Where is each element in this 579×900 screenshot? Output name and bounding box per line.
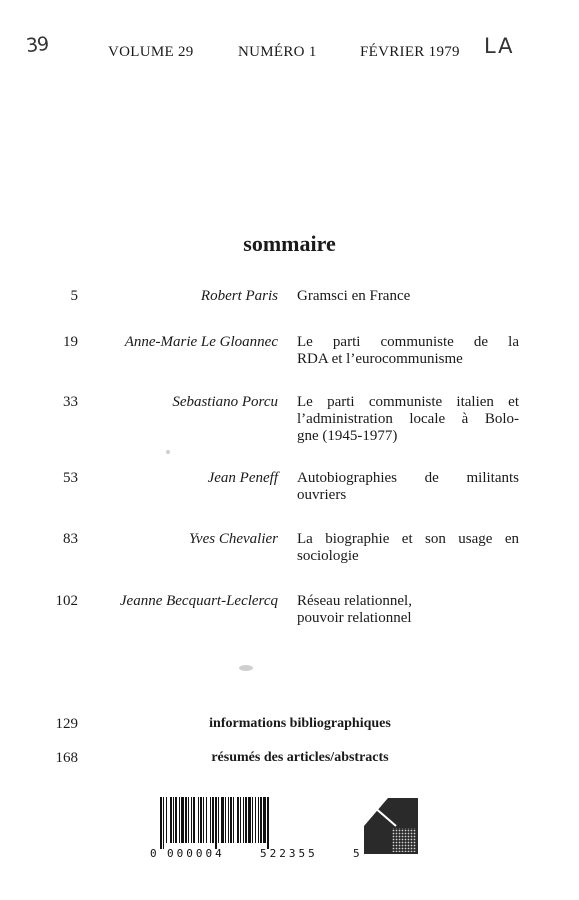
barcode-bar: [218, 797, 219, 843]
barcode-bar: [233, 797, 234, 843]
toc-page-number: 168: [55, 750, 78, 766]
barcode-bar: [255, 797, 256, 843]
barcode-bar: [173, 797, 174, 843]
barcode-digits-left: 000004: [167, 847, 225, 859]
barcode-bar: [175, 797, 177, 843]
toc-title-line: l’administration locale à Bolo-: [297, 411, 519, 427]
toc-author: Jean Peneff: [207, 470, 278, 486]
toc-page-number: 129: [55, 716, 78, 732]
barcode-bar: [206, 797, 207, 843]
toc-author: Sebastiano Porcu: [172, 394, 278, 410]
barcode-bar: [215, 797, 217, 849]
barcode-bar: [267, 797, 269, 849]
toc-title-line: Le parti communiste de la: [297, 334, 519, 350]
barcode-bar: [212, 797, 214, 843]
barcode-digit-first: 0: [150, 847, 157, 859]
barcode-bar: [263, 797, 266, 843]
toc-title-line: Gramsci en France: [297, 288, 411, 304]
barcode-bar: [179, 797, 180, 843]
toc-page-number: 5: [70, 288, 78, 304]
barcode-digit-last: 5: [353, 847, 360, 859]
barcode-bar: [163, 797, 164, 849]
toc-title-line: sociologie: [297, 548, 359, 564]
barcode-bar: [188, 797, 189, 843]
barcode-bar: [243, 797, 244, 843]
toc-author: Yves Chevalier: [188, 531, 278, 547]
barcode-bar: [240, 797, 241, 843]
barcode-bar: [221, 797, 224, 843]
barcode-digits-right: 522355: [260, 847, 318, 859]
barcode-bar: [258, 797, 259, 843]
toc-article-title: [297, 593, 519, 627]
barcode: [150, 797, 365, 859]
toc-author: Anne-Marie Le Gloannec: [124, 334, 278, 350]
page-title: sommaire: [243, 231, 336, 256]
toc-title-line: pouvoir relationnel: [297, 610, 412, 626]
toc-article-title: [297, 470, 519, 504]
barcode-bar: [248, 797, 251, 843]
barcode-bar: [210, 797, 211, 843]
barcode-bar: [185, 797, 187, 843]
barcode-bar: [230, 797, 232, 843]
toc-section-label: résumés des articles/abstracts: [211, 750, 389, 765]
barcode-bar: [193, 797, 195, 843]
barcode-bar: [198, 797, 199, 843]
barcode-bar: [200, 797, 202, 843]
toc-page-number: 102: [55, 593, 78, 609]
barcode-bar: [166, 797, 167, 843]
barcode-bar: [252, 797, 253, 843]
toc-article-title: [297, 334, 519, 368]
toc-article-title: [297, 288, 519, 305]
paper-speck: [239, 665, 253, 671]
barcode-bar: [245, 797, 247, 843]
barcode-bar: [181, 797, 184, 843]
toc-title-line: Réseau relationnel,: [297, 593, 412, 609]
barcode-bar: [228, 797, 229, 843]
handwritten-number: 39: [24, 32, 50, 58]
toc-title-line: La biographie et son usage en: [297, 531, 519, 547]
barcode-bar: [203, 797, 204, 843]
toc-article-title: [297, 394, 519, 445]
toc-author: Robert Paris: [200, 288, 278, 304]
toc-page-number: 83: [63, 531, 78, 547]
toc-page-number: 19: [63, 334, 78, 350]
toc-page-number: 33: [63, 394, 78, 410]
toc-title-line: Le parti communiste italien et: [297, 394, 519, 410]
toc-title-line: RDA et l’eurocommunisme: [297, 351, 463, 367]
barcode-bar: [191, 797, 192, 843]
toc-title-line: ouvriers: [297, 487, 347, 503]
publisher-logo: [362, 796, 422, 858]
toc-section-label: informations bibliographiques: [209, 716, 391, 731]
barcode-bar: [160, 797, 162, 849]
barcode-bar: [225, 797, 226, 843]
barcode-bar: [237, 797, 239, 843]
toc-title-line: gne (1945-1977): [297, 428, 398, 444]
paper-speck: [166, 450, 170, 454]
toc-title-line: Autobiographies de militants: [297, 470, 519, 486]
volume-label: VOLUME 29: [108, 44, 194, 60]
barcode-bar: [170, 797, 172, 843]
toc-article-title: [297, 531, 519, 565]
toc-author: Jeanne Becquart-Leclercq: [119, 593, 278, 609]
toc-page-number: 53: [63, 470, 78, 486]
issue-date-label: FÉVRIER 1979: [360, 44, 460, 60]
handwritten-initials: LA: [484, 34, 515, 58]
barcode-bar: [260, 797, 262, 843]
issue-number-label: NUMÉRO 1: [238, 44, 317, 60]
